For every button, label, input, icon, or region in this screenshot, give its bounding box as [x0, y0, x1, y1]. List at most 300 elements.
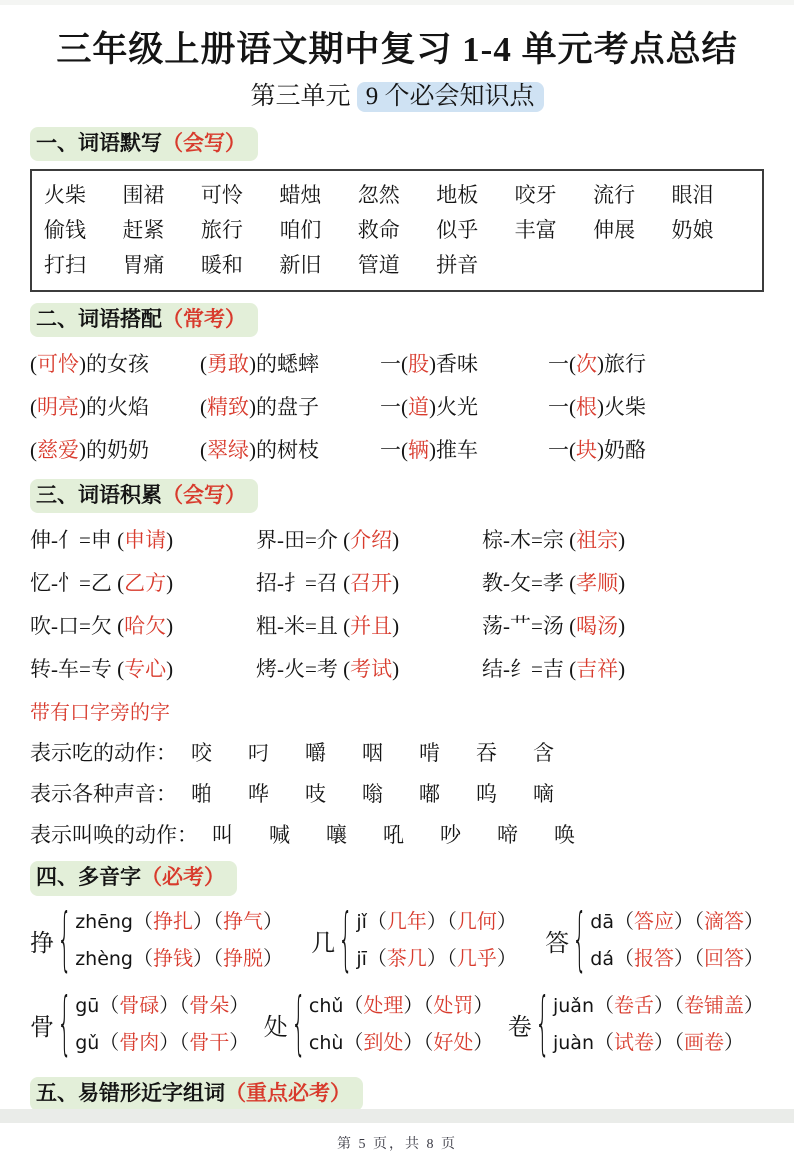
item-red-word: 哈欠 — [124, 614, 167, 639]
item-prefix: 一( — [548, 438, 576, 463]
item-red-word: 并且 — [350, 614, 393, 639]
pinyin-label: gǔ — [75, 1031, 100, 1054]
word-cell: 奶娘 — [671, 217, 714, 242]
collocation-item — [200, 386, 380, 429]
example-word: 处理 — [363, 994, 404, 1017]
polyphone-base-char: 挣 — [30, 931, 54, 958]
curly-brace-icon: { — [572, 901, 587, 981]
paren-open-icon: （ — [614, 910, 634, 933]
accumulation-item — [30, 605, 256, 648]
polyphone-line — [356, 904, 517, 941]
item-red-word: 慈爱 — [37, 438, 79, 463]
collocation-row — [30, 429, 764, 472]
polyphone-line — [356, 941, 517, 978]
section-2-heading — [30, 303, 258, 337]
accumulation-item — [30, 562, 256, 605]
radical-char: 含 — [533, 741, 554, 766]
pinyin-label: juǎn — [552, 994, 594, 1017]
item-suffix: ) — [392, 614, 400, 639]
polyphone-lines — [590, 904, 764, 978]
accumulation-item — [482, 605, 764, 648]
polyphone-lines — [309, 988, 494, 1062]
paren-open-icon: （ — [423, 1031, 434, 1054]
pinyin-label: dā — [590, 910, 614, 933]
paren-open-icon: （ — [674, 1031, 684, 1054]
paren-open-icon: （ — [133, 910, 153, 933]
radical-char: 呜 — [476, 782, 497, 807]
item-red-word: 明亮 — [37, 395, 79, 420]
item-suffix: ) — [166, 528, 174, 553]
page-title: 三年级上册语文期中复习 1-4 单元考点总结 — [56, 30, 738, 69]
polyphone-row — [30, 901, 764, 981]
item-suffix: ) — [618, 657, 626, 682]
radical-char: 啼 — [497, 823, 518, 848]
item-prefix: 一( — [380, 438, 408, 463]
paren-open-icon: （ — [343, 1031, 364, 1054]
radical-char-list — [212, 815, 575, 856]
polyphone-line — [590, 941, 764, 978]
example-word: 挣钱 — [153, 947, 193, 970]
accumulation-item — [256, 519, 482, 562]
paren-open-icon: （ — [694, 947, 704, 970]
pinyin-label: zhèng — [75, 947, 133, 970]
example-word: 卷舌 — [614, 994, 654, 1017]
item-red-word: 道 — [408, 395, 429, 420]
polyphone-line — [75, 1025, 249, 1062]
collocation-item — [548, 429, 764, 472]
item-prefix: 一( — [548, 352, 576, 377]
item-prefix: 粗-米=且 ( — [256, 614, 351, 639]
paren-open-icon: （ — [674, 994, 684, 1017]
collocation-item — [200, 429, 380, 472]
paren-open-icon: （ — [99, 994, 120, 1017]
pinyin-label: zhēng — [75, 910, 133, 933]
accumulation-row — [30, 562, 764, 605]
item-red-word: 孝顺 — [576, 571, 619, 596]
item-suffix: ) — [618, 528, 626, 553]
collocation-item — [30, 386, 200, 429]
word-cell: 似乎 — [436, 217, 479, 242]
radical-char: 嚼 — [305, 741, 326, 766]
polyphone-line — [309, 988, 494, 1025]
item-prefix: 结-纟=吉 ( — [482, 657, 577, 682]
word-cell: 围裙 — [122, 182, 165, 207]
page-bottom-edge — [0, 1109, 794, 1123]
radical-char: 咬 — [191, 741, 212, 766]
item-suffix: )的树枝 — [249, 438, 319, 463]
paren-close-icon: ） — [193, 910, 213, 933]
polyphone-line — [553, 988, 764, 1025]
word-cell: 救命 — [357, 217, 400, 242]
word-cell: 咱们 — [279, 217, 322, 242]
section-4-heading — [30, 861, 237, 895]
item-red-word: 专心 — [124, 657, 167, 682]
paren-open-icon: （ — [179, 994, 190, 1017]
example-word: 骨碌 — [119, 994, 160, 1017]
item-suffix: )的火焰 — [79, 395, 149, 420]
polyphone-line — [553, 1025, 764, 1062]
radical-char: 吱 — [305, 782, 326, 807]
word-cell: 眼泪 — [671, 182, 714, 207]
example-word: 几年 — [386, 910, 427, 933]
collocation-row — [30, 343, 764, 386]
item-red-word: 翠绿 — [207, 438, 249, 463]
paren-close-icon: ） — [159, 994, 180, 1017]
item-prefix: ( — [30, 395, 37, 420]
pinyin-label: jǐ — [356, 910, 367, 933]
item-prefix: 一( — [380, 395, 408, 420]
section-5-heading — [30, 1077, 363, 1111]
collocation-item — [30, 343, 200, 386]
example-word: 骨肉 — [119, 1031, 160, 1054]
pinyin-label: chǔ — [308, 994, 344, 1017]
radical-row — [30, 733, 764, 774]
radical-char: 咽 — [362, 741, 383, 766]
polyphone-row — [30, 985, 764, 1065]
collocation-item — [380, 386, 548, 429]
section-1-tag: （会写） — [162, 130, 246, 155]
paren-close-icon: ） — [193, 947, 213, 970]
item-red-word: 申请 — [124, 528, 167, 553]
paren-close-icon: ） — [744, 947, 764, 970]
radical-char: 唤 — [554, 823, 575, 848]
item-suffix: )的盘子 — [249, 395, 319, 420]
collocation-item — [380, 343, 548, 386]
item-red-word: 喝汤 — [576, 614, 619, 639]
paren-close-icon: ） — [159, 1031, 180, 1054]
item-red-word: 根 — [576, 395, 597, 420]
paren-open-icon: （ — [594, 1031, 614, 1054]
accumulation-item — [482, 648, 764, 691]
section-1-heading — [30, 127, 258, 161]
paren-close-icon: ） — [473, 1031, 494, 1054]
item-red-word: 辆 — [408, 438, 429, 463]
word-dictation-table — [30, 169, 764, 292]
polyphone-base-char: 处 — [263, 1015, 288, 1042]
polyphone-lines — [75, 904, 283, 978]
paren-open-icon: （ — [614, 947, 634, 970]
collocation-item — [30, 429, 200, 472]
item-prefix: 一( — [548, 395, 576, 420]
section-3-heading — [30, 479, 258, 513]
accumulation-item — [482, 519, 764, 562]
curly-brace-icon: { — [290, 985, 306, 1065]
radical-char: 哗 — [248, 782, 269, 807]
paren-open-icon: （ — [343, 994, 364, 1017]
item-prefix: 吹-口=欠 ( — [30, 614, 125, 639]
page-subtitle — [30, 80, 764, 114]
radical-char: 叼 — [248, 741, 269, 766]
accumulation-row — [30, 605, 764, 648]
polyphone-group — [545, 901, 764, 981]
pinyin-label: dá — [590, 947, 614, 970]
item-suffix: )火光 — [429, 395, 478, 420]
radical-row — [30, 774, 764, 815]
example-word: 骨干 — [189, 1031, 230, 1054]
radical-row — [30, 815, 764, 856]
word-collocation-block — [30, 343, 764, 472]
polyphone-line — [590, 904, 764, 941]
accumulation-item — [256, 605, 482, 648]
example-word: 挣脱 — [223, 947, 263, 970]
polyphone-line — [309, 1025, 494, 1062]
polyphone-base-char: 几 — [311, 931, 336, 958]
paren-close-icon: ） — [426, 947, 447, 970]
page-top-edge — [0, 0, 794, 5]
word-table-row — [44, 178, 750, 213]
word-cell: 伸展 — [593, 217, 636, 242]
paren-close-icon: ） — [473, 994, 494, 1017]
collocation-row — [30, 386, 764, 429]
item-prefix: 荡-艹=汤 ( — [482, 614, 577, 639]
radical-char-list — [191, 733, 554, 774]
collocation-item — [548, 386, 764, 429]
example-word: 回答 — [704, 947, 744, 970]
word-cell: 蜡烛 — [279, 182, 322, 207]
paren-open-icon: （ — [423, 994, 434, 1017]
item-suffix: ) — [392, 657, 400, 682]
paren-close-icon: ） — [229, 1031, 250, 1054]
pinyin-label: jī — [356, 947, 367, 970]
item-suffix: )旅行 — [597, 352, 646, 377]
word-cell: 偷钱 — [44, 217, 86, 242]
paren-close-icon: ） — [229, 994, 250, 1017]
item-suffix: )的女孩 — [79, 352, 149, 377]
item-prefix: 教-攵=孝 ( — [482, 571, 577, 596]
paren-close-icon: ） — [496, 947, 517, 970]
polyphone-base-char: 卷 — [507, 1015, 532, 1042]
item-red-word: 祖宗 — [576, 528, 619, 553]
example-word: 试卷 — [614, 1031, 654, 1054]
item-suffix: )火柴 — [597, 395, 646, 420]
item-red-word: 吉祥 — [576, 657, 619, 682]
paren-close-icon: ） — [674, 910, 694, 933]
section-4-tag: （必考） — [141, 865, 225, 890]
word-cell: 丰富 — [514, 217, 557, 242]
section-3-tag: （会写） — [162, 483, 246, 508]
item-prefix: 伸-亻=申 ( — [30, 528, 125, 553]
paren-open-icon: （ — [446, 947, 457, 970]
word-cell: 管道 — [357, 252, 400, 277]
paren-close-icon: ） — [654, 1031, 674, 1054]
item-prefix: 忆-忄=乙 ( — [30, 571, 125, 596]
accumulation-item — [30, 648, 256, 691]
collocation-item — [200, 343, 380, 386]
word-cell: 火柴 — [44, 182, 86, 207]
item-red-word: 勇敢 — [207, 352, 249, 377]
radical-char: 嘀 — [533, 782, 554, 807]
collocation-item — [548, 343, 764, 386]
accumulation-row — [30, 648, 764, 691]
word-cell: 赶紧 — [122, 217, 165, 242]
item-prefix: ( — [200, 395, 207, 420]
example-word: 报答 — [634, 947, 674, 970]
section-2-title: 二、词语搭配 — [36, 306, 162, 331]
example-word: 卷铺盖 — [684, 994, 744, 1017]
accumulation-item — [30, 519, 256, 562]
paren-open-icon: （ — [694, 910, 704, 933]
radical-char: 嚷 — [326, 823, 347, 848]
item-suffix: )香味 — [429, 352, 478, 377]
item-prefix: 招-扌=召 ( — [256, 571, 351, 596]
radical-char: 嗡 — [362, 782, 383, 807]
paren-close-icon: ） — [744, 910, 764, 933]
paren-open-icon: （ — [446, 910, 457, 933]
collocation-item — [380, 429, 548, 472]
example-word: 几何 — [456, 910, 497, 933]
radical-char: 啪 — [191, 782, 212, 807]
item-red-word: 股 — [408, 352, 429, 377]
item-suffix: ) — [618, 614, 626, 639]
example-word: 答应 — [634, 910, 674, 933]
polyphone-group — [263, 985, 494, 1065]
paren-close-icon: ） — [403, 1031, 424, 1054]
radical-char: 吞 — [476, 741, 497, 766]
radical-char-list — [191, 774, 554, 815]
example-word: 骨朵 — [189, 994, 230, 1017]
paren-close-icon: ） — [403, 994, 424, 1017]
paren-open-icon: （ — [366, 910, 387, 933]
item-suffix: )推车 — [429, 438, 478, 463]
item-suffix: )的蟋蟀 — [249, 352, 319, 377]
curly-brace-icon: { — [338, 901, 354, 981]
example-word: 处罚 — [433, 994, 474, 1017]
polyphone-lines — [75, 988, 249, 1062]
example-word: 到处 — [363, 1031, 404, 1054]
section-2-tag: （常考） — [162, 306, 246, 331]
section-5-tag: （重点必考） — [225, 1080, 351, 1105]
item-suffix: )的奶奶 — [79, 438, 149, 463]
section-1-title: 一、词语默写 — [36, 130, 162, 155]
paren-close-icon: ） — [426, 910, 447, 933]
radical-char: 吼 — [383, 823, 404, 848]
radical-row-label: 表示各种声音： — [30, 782, 177, 807]
paren-open-icon: （ — [594, 994, 614, 1017]
polyphone-line — [75, 904, 283, 941]
word-cell: 旅行 — [200, 217, 243, 242]
item-red-word: 可怜 — [37, 352, 79, 377]
paren-open-icon: （ — [213, 947, 223, 970]
word-cell: 流行 — [593, 182, 636, 207]
radical-char: 吵 — [440, 823, 461, 848]
mouth-radical-note: 带有口字旁的字 — [30, 702, 170, 725]
polyphone-block — [30, 901, 764, 1065]
section-5-title: 五、易错形近字组词 — [36, 1080, 225, 1105]
item-prefix: 界-田=介 ( — [256, 528, 351, 553]
pinyin-label: chù — [308, 1031, 344, 1054]
radical-row-label: 表示叫唤的动作： — [30, 823, 198, 848]
polyphone-group — [311, 901, 517, 981]
item-red-word: 召开 — [350, 571, 393, 596]
word-cell: 可怜 — [200, 182, 243, 207]
word-accumulation-block — [30, 519, 764, 691]
item-prefix: ( — [30, 438, 37, 463]
item-suffix: )奶酪 — [597, 438, 646, 463]
item-suffix: ) — [166, 614, 174, 639]
radical-char: 嘟 — [419, 782, 440, 807]
word-cell: 拼音 — [436, 252, 479, 277]
item-suffix: ) — [166, 571, 174, 596]
polyphone-group — [507, 985, 764, 1065]
curly-brace-icon: { — [535, 985, 550, 1065]
word-cell: 胃痛 — [122, 252, 165, 277]
word-cell: 打扫 — [44, 252, 86, 277]
polyphone-line — [75, 988, 249, 1025]
example-word: 挣扎 — [153, 910, 193, 933]
accumulation-item — [256, 562, 482, 605]
example-word: 茶几 — [386, 947, 427, 970]
section-3-title: 三、词语积累 — [36, 483, 162, 508]
radical-row-label: 表示吃的动作： — [30, 741, 177, 766]
pinyin-label: gū — [75, 994, 100, 1017]
example-word: 滴答 — [704, 910, 744, 933]
example-word: 挣气 — [223, 910, 263, 933]
word-cell: 地板 — [436, 182, 479, 207]
polyphone-base-char: 骨 — [30, 1015, 54, 1042]
polyphone-lines — [356, 904, 517, 978]
polyphone-base-char: 答 — [545, 931, 570, 958]
item-red-word: 精致 — [207, 395, 249, 420]
item-suffix: ) — [392, 528, 400, 553]
example-word: 好处 — [433, 1031, 474, 1054]
accumulation-item — [482, 562, 764, 605]
paren-open-icon: （ — [366, 947, 387, 970]
word-table-row — [44, 213, 750, 248]
paren-close-icon: ） — [724, 1031, 744, 1054]
paren-close-icon: ） — [654, 994, 674, 1017]
word-cell: 新旧 — [279, 252, 322, 277]
polyphone-lines — [553, 988, 764, 1062]
paren-close-icon: ） — [674, 947, 694, 970]
item-prefix: ( — [30, 352, 37, 377]
example-word: 画卷 — [684, 1031, 724, 1054]
item-red-word: 乙方 — [124, 571, 167, 596]
curly-brace-icon: { — [57, 985, 72, 1065]
item-prefix: ( — [200, 438, 207, 463]
radical-char: 喊 — [269, 823, 290, 848]
accumulation-row — [30, 519, 764, 562]
paren-close-icon: ） — [263, 910, 283, 933]
subtitle-prefix: 第三单元 — [250, 82, 357, 110]
word-cell: 暖和 — [200, 252, 243, 277]
mouth-radical-rows — [30, 733, 764, 856]
item-red-word: 块 — [576, 438, 597, 463]
word-cell: 忽然 — [357, 182, 400, 207]
item-prefix: ( — [200, 352, 207, 377]
radical-char: 叫 — [212, 823, 233, 848]
item-red-word: 考试 — [350, 657, 393, 682]
word-cell: 咬牙 — [514, 182, 557, 207]
item-prefix: 一( — [380, 352, 408, 377]
item-red-word: 次 — [576, 352, 597, 377]
accumulation-item — [256, 648, 482, 691]
paren-close-icon: ） — [263, 947, 283, 970]
radical-char: 啃 — [419, 741, 440, 766]
polyphone-line — [75, 941, 283, 978]
pinyin-label: juàn — [552, 1031, 594, 1054]
item-suffix: ) — [618, 571, 626, 596]
polyphone-group — [30, 985, 250, 1065]
polyphone-group — [30, 901, 283, 981]
paren-close-icon: ） — [496, 910, 517, 933]
section-4-title: 四、多音字 — [36, 865, 141, 890]
item-prefix: 烤-火=考 ( — [256, 657, 351, 682]
curly-brace-icon: { — [57, 901, 72, 981]
subtitle-highlight: 9 个必会知识点 — [357, 82, 544, 112]
item-suffix: ) — [166, 657, 174, 682]
item-prefix: 棕-木=宗 ( — [482, 528, 577, 553]
item-suffix: ) — [392, 571, 400, 596]
